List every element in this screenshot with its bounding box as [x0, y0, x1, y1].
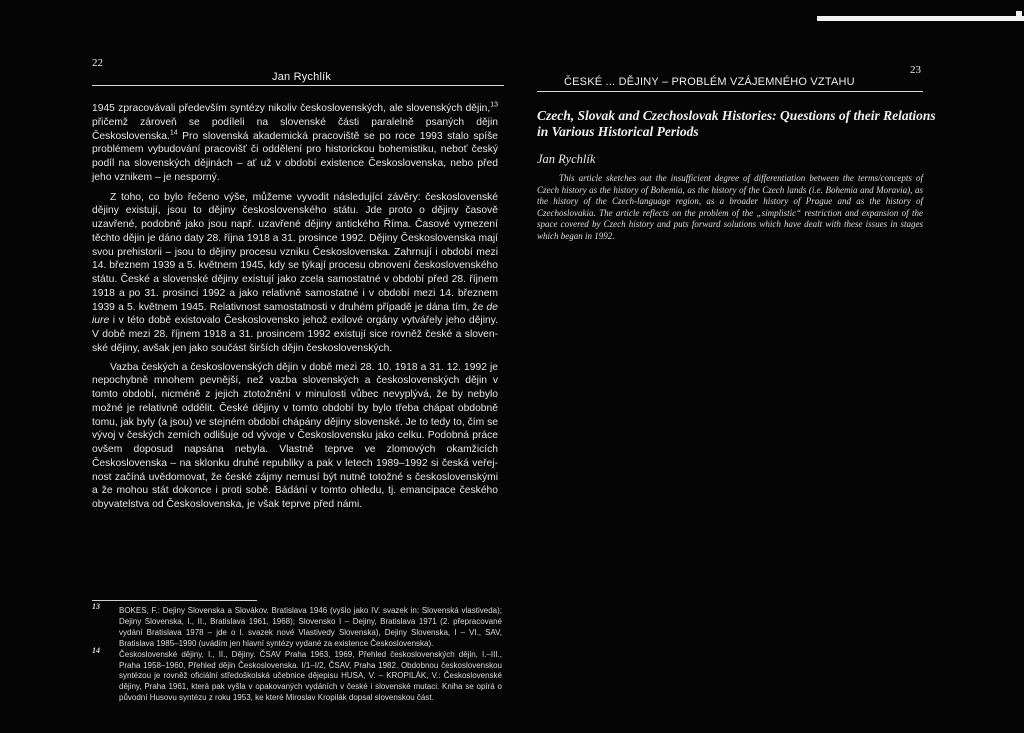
- footnote-mark: 14: [92, 645, 100, 655]
- footnote-rule: [92, 600, 257, 601]
- article-abstract: This article sketches out the insufficient degree of differentiation between the terms/concepts of Czech history as the history of Bohemia, as the history of the Czech lands (i.e. Bohemia and Moravia), as the history of the Czech-language region, as a broader history of Prague and as the history of Czechoslovakia. The article reflects on the problem of the „simplistic“ restriction and expansion of the space covered by Czech history and puts forward solutions which have dealt with these issues in stages which began in 1992.: [537, 173, 923, 241]
- right-running-head: ČESKÉ ... DĚJINY – PROBLÉM VZÁJEMNÉHO VZTAHU: [564, 76, 855, 88]
- paragraph-1: 1945 zpracovávali především syntézy nikoliv československých, ale slovenských dějin,$^{13}$ přičemž zároveň se podíleli na slovenské části paralelně psaných dějin Československa.$^{14}$ Pro slovenská akademická pracoviště se po roce 1993 stalo spíše problémem vybudování pracovišť či oddělení pro historickou bohemistiku, neboť český podíl na slovenských dějinách – ať už v období existence Československa, nebo před jeho vznikem – je nesporný.: [92, 101, 498, 183]
- scan-edge-bar: [817, 16, 1024, 21]
- footnote-ref-14[interactable]: 14: [169, 129, 178, 137]
- article-title: Czech, Slovak and Czechoslovak Histories: Questions of their Relations in Various Historical Periods: [537, 108, 936, 139]
- footnote-13: [92, 602, 502, 650]
- left-running-head: Jan Rychlík: [272, 71, 332, 83]
- article-author: Jan Rychlík: [537, 152, 596, 166]
- paragraph-2: Z toho, co bylo řečeno výše, můžeme vyvodit následující závěry: československé dějiny existují, jsou to dějiny československého státu. Jde proto o dějiny časově uzavřené, podobně jako jsou např. uzavřené dějiny antického Říma. Časové vymezení těchto dějin je dáno daty 28. října 1918 a 31. prosince 1992. Dějiny Československa mají svou prehistorii – jsou to dějiny procesu vzniku Československa. Zahrnují i období mezi 14. březnem 1939 a 5. květnem 1945, kdy se týkají procesu obnovení československého státu. České a slovenské dějiny existují jako zcela samostatné v období před 28. říjnem 1918 a po 31. prosinci 1992 a jako relativně samostatné i v období mezi 14. březnem 1939 a 5. květnem 1945. Relativnost samostatnosti v druhém případě je dána tím, že de iure i v této době existovalo Československo jehož exilové orgány vytvářely jeho dějiny. V době mezi 28. říjnem 1918 a 31. prosincem 1992 existují sice rovněž české a slovenské dějiny, avšak jen jako součást širších dějin československých.: [92, 191, 498, 354]
- footnote-mark: 13: [92, 602, 100, 611]
- footnote-text: BOKES, F.: Dejiny Slovenska a Slovákov. Bratislava 1946 (vyšlo jako IV. svazek in: Slovenská vlastiveda); Dejiny Slovenska, I., II., Bratislava 1961, 1968); Slovensko I – Dejiny, Bratislava 1971 (2. přepracované vydání Bratislava 1978 – jde o I. svazek nové Vlastivedy Slovenska), Dejiny Slovenska, I – VI., SAV, Bratislava 1985–1990 (uvádím jen hlavní syntézy vydané za existence Československa).: [119, 606, 502, 648]
- left-page-number: 22: [92, 57, 103, 69]
- left-header-rule: [92, 85, 504, 86]
- scan-edge-tick: [1016, 11, 1022, 16]
- paragraph-3: Vazba českých a československých dějin v době mezi 28. 10. 1918 a 31. 12. 1992 je nepochybně mnohem pevnější, než vazba slovenských a československých dějin v tomto období, nicméně z jejich ztotožnění v minulosti vůbec nevyplývá, že by nebylo možné je relativně oddělit. České dějiny v tomto období by bylo třeba chápat obdobně tomu, jak byly (a jsou) ve stejném období chápány dějiny slovenské. Je to tedy to, čím se vývoj v českých zemích odlišuje od vývoje v Československu jako celku. Podobná práce ovšem doposud napsána nebyla. Vlastně teprve ve zlomových okamžicích Československa – na sklonku druhé republiky a pak v letech 1989–1992 si česká veřejnost začíná uvědomovat, že české zájmy nemusí být nutně totožné s československými a že mohou stát dokonce i proti sobě. Bádání v tomto ohledu, tj. emancipace českého obyvatelstva od Československa, je však teprve před námi.: [92, 361, 498, 510]
- left-body-text: [92, 102, 498, 512]
- footnote-14: [92, 645, 502, 705]
- footnote-ref-13[interactable]: 13: [490, 101, 498, 109]
- right-header-rule: [537, 91, 923, 92]
- footnotes: [92, 602, 502, 704]
- footnote-text: Československé dějiny, I., II., Dějiny. ČSAV Praha 1963, 1969, Přehled československých dějin, I.–III., Praha 1958–1960, Přehled dějin Československa. I/1–I/2, ČSAV, Praha 1982. Obdobnou československou syntézou je rovněž oficiální středoškolská učebnice dějepisu HUSA, V. – KROPILÁK, V.: Československé dějiny, Praha 1961, která pak vyšla v opakovaných vydáních v české i slovenské mutaci. Kniha se opírá o původní Husovu syntézu z roku 1953, ke které Miroslav Kropilák dopsal slovenskou část.: [119, 649, 502, 703]
- right-page-number: 23: [910, 64, 921, 76]
